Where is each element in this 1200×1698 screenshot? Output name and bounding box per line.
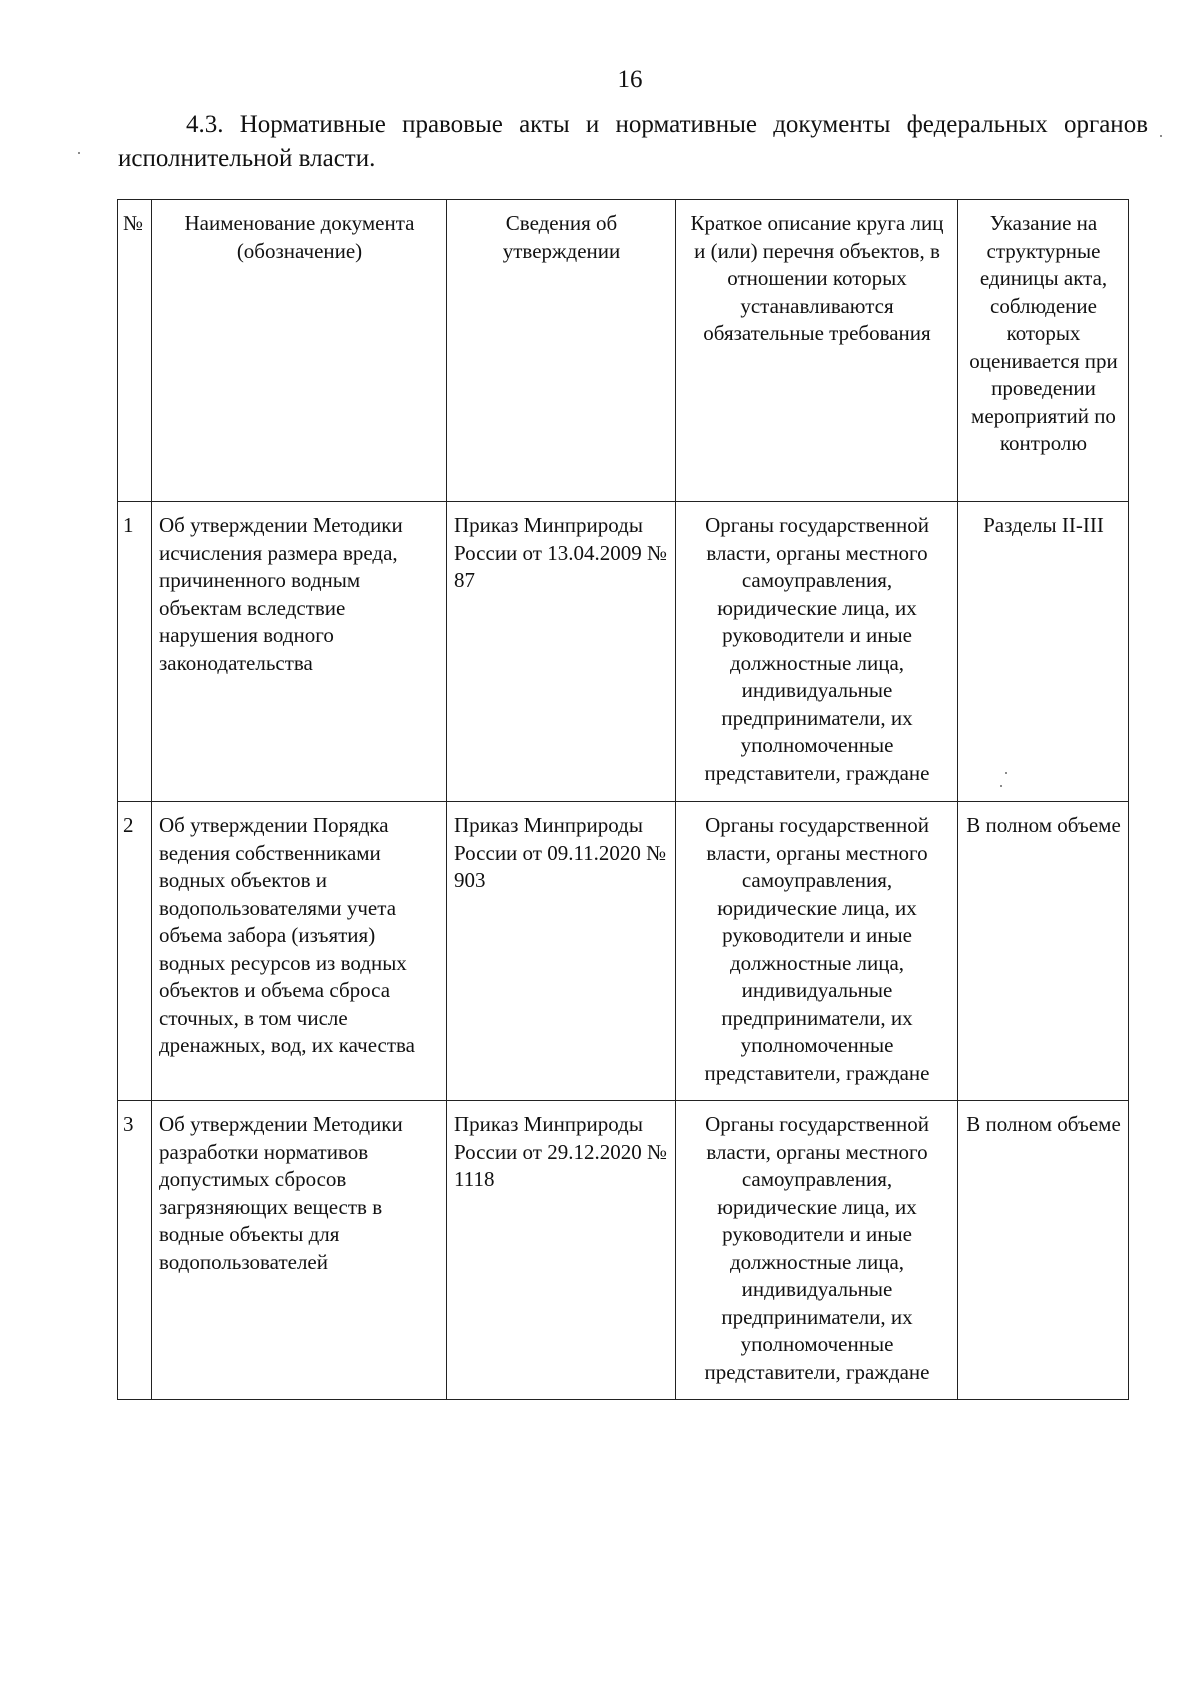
row-description: Органы государственной власти, органы местного самоуправления, юридические лица, их руководители и иные должностные лица, индивидуальные предприниматели, их уполномоченные представители, граждане <box>676 1101 958 1400</box>
row-structural-units: В полном объеме <box>958 802 1129 1101</box>
row-approval-info: Приказ Минприроды России от 29.12.2020 № 1118 <box>447 1101 676 1400</box>
normative-acts-table <box>117 199 1129 1400</box>
page-number: 16 <box>617 66 643 93</box>
row-document-name: Об утверждении Методики разработки нормативов допустимых сбросов загрязняющих веществ в водные объекты для водопользователей <box>152 1101 447 1400</box>
row-description: Органы государственной власти, органы местного самоуправления, юридические лица, их руководители и иные должностные лица, индивидуальные предприниматели, их уполномоченные представители, граждане <box>676 502 958 802</box>
table-header-row <box>118 200 1129 502</box>
row-number: 3 <box>118 1101 152 1400</box>
scan-speck <box>1000 785 1002 787</box>
header-approval-info: Сведения об утверждении <box>447 200 676 502</box>
row-structural-units: В полном объеме <box>958 1101 1129 1400</box>
table-row <box>118 502 1129 802</box>
row-approval-info: Приказ Минприроды России от 13.04.2009 № 87 <box>447 502 676 802</box>
scan-speck <box>1005 772 1007 774</box>
header-number: № <box>118 200 152 502</box>
header-structural-units: Указание на структурные единицы акта, соблюдение которых оценивается при проведении мероприятий по контролю <box>958 200 1129 502</box>
row-number: 2 <box>118 802 152 1101</box>
header-document-name: Наименование документа (обозначение) <box>152 200 447 502</box>
row-structural-units: Разделы II-III <box>958 502 1129 802</box>
table-row <box>118 1101 1129 1400</box>
row-number: 1 <box>118 502 152 802</box>
section-heading: 4.3. Нормативные правовые акты и нормативные документы федеральных органов исполнительной власти. <box>118 111 1148 172</box>
row-approval-info: Приказ Минприроды России от 09.11.2020 № 903 <box>447 802 676 1101</box>
scan-speck <box>1160 135 1162 137</box>
row-document-name: Об утверждении Методики исчисления размера вреда, причиненного водным объектам вследствие нарушения водного законодательства <box>152 502 447 802</box>
header-description: Краткое описание круга лиц и (или) перечня объектов, в отношении которых устанавливаются обязательные требования <box>676 200 958 502</box>
row-document-name: Об утверждении Порядка ведения собственниками водных объектов и водопользователями учета объема забора (изъятия) водных ресурсов из водных объектов и объема сброса сточных, в том числе дренажных, вод, их качества <box>152 802 447 1101</box>
scan-speck <box>78 152 80 154</box>
table-row <box>118 802 1129 1101</box>
row-description: Органы государственной власти, органы местного самоуправления, юридические лица, их руководители и иные должностные лица, индивидуальные предприниматели, их уполномоченные представители, граждане <box>676 802 958 1101</box>
